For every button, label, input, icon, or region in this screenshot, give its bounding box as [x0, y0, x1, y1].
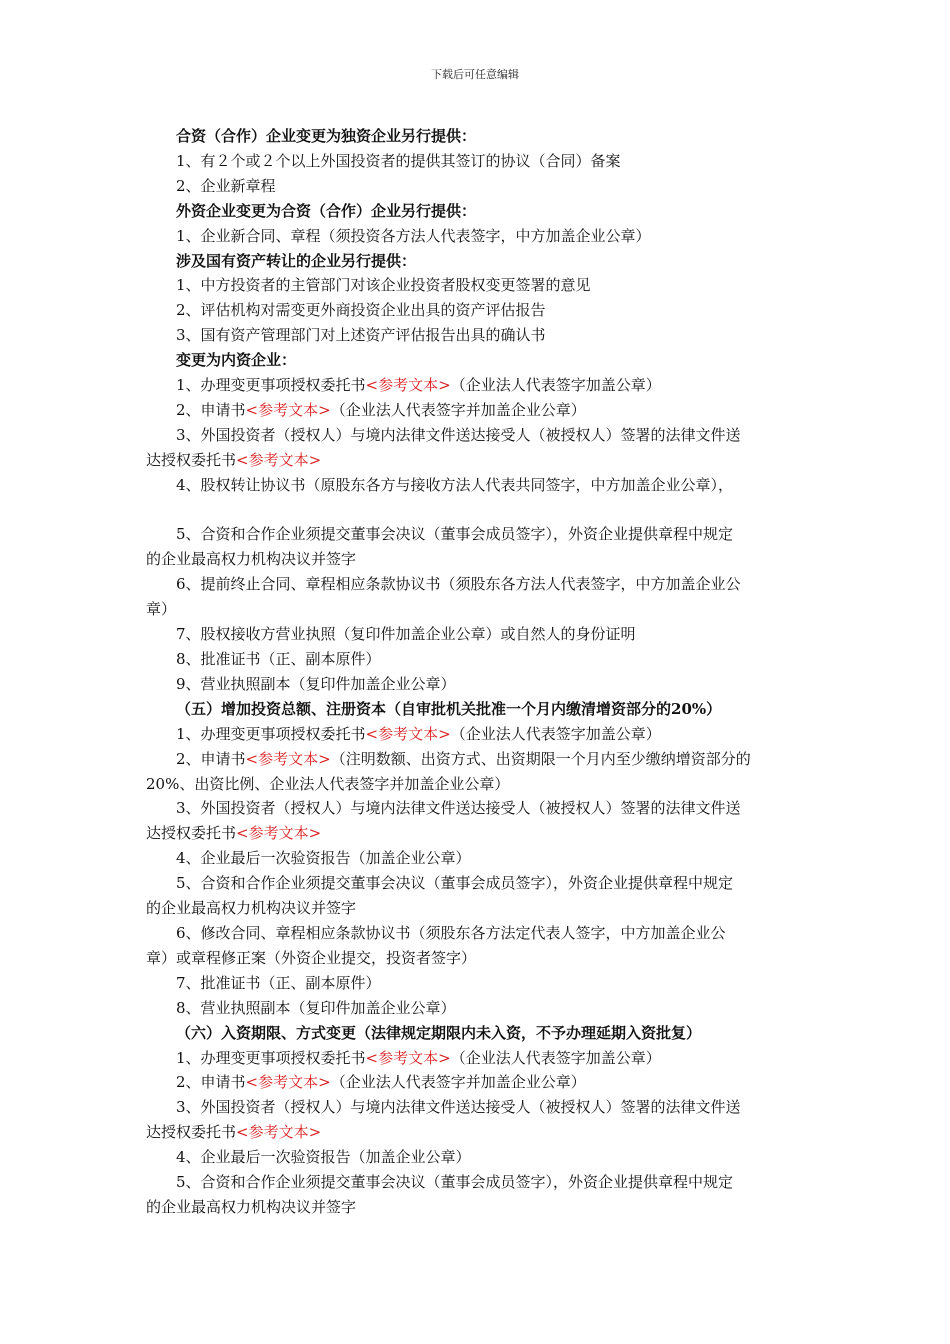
text-line [146, 1046, 810, 1071]
text-line [146, 1145, 810, 1170]
reference-text-link[interactable]: <参考文本> [236, 824, 322, 843]
line-text: （企业法人代表签字并加盖企业公章） [330, 400, 586, 419]
reference-text-link[interactable]: <参考文本> [245, 400, 331, 419]
text-line [146, 622, 810, 647]
line-text: 5、合资和合作企业须提交董事会决议（董事会成员签字），外资企业提供章程中规定 [176, 1173, 734, 1192]
text-line [146, 149, 810, 174]
line-text: 2、申请书 [176, 749, 246, 768]
text-line [146, 298, 810, 323]
text-line [146, 373, 810, 398]
text-line [146, 896, 810, 921]
text-line [146, 1195, 810, 1220]
section-heading [146, 199, 810, 224]
section-heading [146, 348, 810, 373]
text-line [146, 647, 810, 672]
text-line [146, 572, 810, 597]
text-line [146, 796, 810, 821]
line-text: （五）增加投资总额、注册资本（自审批机关批准一个月内缴清增资部分的20%） [176, 699, 722, 718]
text-line [146, 398, 810, 423]
page-header: 下载后可任意编辑 [431, 68, 519, 81]
text-line [146, 1070, 810, 1095]
text-line [146, 747, 810, 772]
line-text: 的企业最高权力机构决议并签字 [146, 1197, 357, 1216]
line-text: （注明数额、出资方式、出资期限一个月内至少缴纳增资部分的 [330, 749, 751, 768]
line-text: 的企业最高权力机构决议并签字 [146, 550, 357, 569]
line-text: 7、批准证书（正、副本原件） [176, 973, 381, 992]
reference-text-link[interactable]: <参考文本> [365, 376, 451, 395]
line-text: 达授权委托书 [146, 1123, 237, 1142]
text-line [146, 547, 810, 572]
line-text: 6、修改合同、章程相应条款协议书（须股东各方法定代表人签字，中方加盖企业公 [176, 923, 726, 942]
text-line [146, 921, 810, 946]
text-line [146, 722, 810, 747]
line-text: 的企业最高权力机构决议并签字 [146, 899, 357, 918]
line-text: 9、营业执照副本（复印件加盖企业公章） [176, 674, 456, 693]
text-line [146, 224, 810, 249]
line-text: 1、办理变更事项授权委托书 [176, 724, 366, 743]
line-text: 1、办理变更事项授权委托书 [176, 376, 366, 395]
document-body [146, 124, 810, 1220]
line-text: 合资（合作）企业变更为独资企业另行提供： [176, 127, 477, 145]
text-line [146, 597, 810, 622]
line-text: 1、有２个或２个以上外国投资者的提供其签订的协议（合同）备案 [176, 151, 621, 170]
line-text: 1、中方投资者的主管部门对该企业投资者股权变更签署的意见 [176, 276, 591, 295]
text-line [146, 772, 810, 797]
text-line [146, 672, 810, 697]
line-text: 5、合资和合作企业须提交董事会决议（董事会成员签字），外资企业提供章程中规定 [176, 874, 734, 893]
line-text: 章）或章程修正案（外资企业提交，投资者签字） [146, 948, 477, 967]
text-line [146, 522, 810, 547]
line-text: 章） [146, 600, 177, 619]
line-text: 4、企业最后一次验资报告（加盖企业公章） [176, 849, 471, 868]
line-text: 2、申请书 [176, 1073, 246, 1092]
text-line [146, 423, 810, 448]
line-text: 外资企业变更为合资（合作）企业另行提供： [176, 201, 477, 220]
line-text: 8、营业执照副本（复印件加盖企业公章） [176, 998, 456, 1017]
text-line [146, 273, 810, 298]
reference-text-link[interactable]: <参考文本> [236, 1123, 322, 1142]
line-text: （企业法人代表签字加盖公章） [450, 724, 661, 743]
text-line [146, 821, 810, 846]
section-heading [146, 249, 810, 274]
text-line [146, 1120, 810, 1145]
text-line [146, 871, 810, 896]
line-text: 涉及国有资产转让的企业另行提供： [176, 251, 417, 270]
text-line [146, 1170, 810, 1195]
line-text: 4、企业最后一次验资报告（加盖企业公章） [176, 1148, 471, 1167]
reference-text-link[interactable]: <参考文本> [365, 724, 451, 743]
line-text: 8、批准证书（正、副本原件） [176, 650, 381, 669]
line-text: 3、外国投资者（授权人）与境内法律文件送达接受人（被授权人）签署的法律文件送 [176, 425, 741, 444]
text-line [146, 1095, 810, 1120]
line-text: 2、申请书 [176, 400, 246, 419]
text-line [146, 846, 810, 871]
blank-line [146, 498, 810, 523]
line-text: 20%、出资比例、企业法人代表签字并加盖企业公章） [146, 774, 510, 793]
text-line [146, 323, 810, 348]
section-heading [146, 697, 810, 722]
text-line [146, 996, 810, 1021]
line-text: 1、企业新合同、章程（须投资各方法人代表签字，中方加盖企业公章） [176, 226, 651, 245]
line-text: 5、合资和合作企业须提交董事会决议（董事会成员签字），外资企业提供章程中规定 [176, 525, 734, 544]
line-text: 2、企业新章程 [176, 176, 276, 195]
line-text: 达授权委托书 [146, 824, 237, 843]
reference-text-link[interactable]: <参考文本> [245, 749, 331, 768]
text-line [146, 946, 810, 971]
line-text: 6、提前终止合同、章程相应条款协议书（须股东各方法人代表签字，中方加盖企业公 [176, 575, 741, 594]
line-text: 4、股权转让协议书（原股东各方与接收方法人代表共同签字，中方加盖企业公章）， [176, 475, 734, 494]
line-text: 3、外国投资者（授权人）与境内法律文件送达接受人（被授权人）签署的法律文件送 [176, 799, 741, 818]
line-text: （企业法人代表签字加盖公章） [450, 1048, 661, 1067]
line-text: 3、外国投资者（授权人）与境内法律文件送达接受人（被授权人）签署的法律文件送 [176, 1098, 741, 1117]
line-text: （企业法人代表签字并加盖企业公章） [330, 1073, 586, 1092]
text-line [146, 971, 810, 996]
reference-text-link[interactable]: <参考文本> [245, 1073, 331, 1092]
line-text: 1、办理变更事项授权委托书 [176, 1048, 366, 1067]
section-heading [146, 1021, 810, 1046]
line-text: 2、评估机构对需变更外商投资企业出具的资产评估报告 [176, 301, 546, 320]
text-line [146, 174, 810, 199]
line-text: 7、股权接收方营业执照（复印件加盖企业公章）或自然人的身份证明 [176, 625, 636, 644]
line-text: 3、国有资产管理部门对上述资产评估报告出具的确认书 [176, 326, 546, 345]
section-heading [146, 124, 810, 149]
line-text: （企业法人代表签字加盖公章） [450, 376, 661, 395]
reference-text-link[interactable]: <参考文本> [236, 450, 322, 469]
text-line [146, 448, 810, 473]
reference-text-link[interactable]: <参考文本> [365, 1048, 451, 1067]
line-text: （六）入资期限、方式变更（法律规定期限内未入资，不予办理延期入资批复） [176, 1023, 702, 1042]
text-line [146, 473, 810, 498]
line-text: 变更为内资企业： [176, 351, 297, 370]
line-text: 达授权委托书 [146, 450, 237, 469]
